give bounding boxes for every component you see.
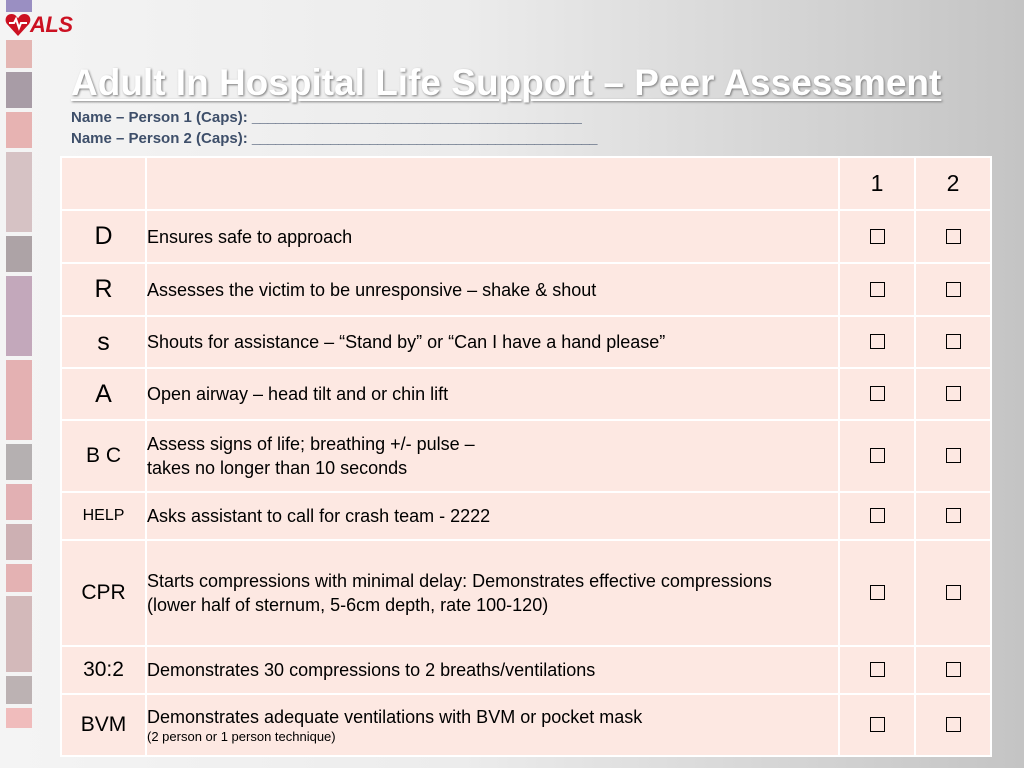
description-text: Assess signs of life; breathing +/- pulse – bbox=[147, 434, 475, 454]
step-code: HELP bbox=[61, 492, 146, 540]
name-label: Name – Person 1 (Caps): bbox=[71, 109, 248, 126]
checkbox-person-2[interactable] bbox=[946, 717, 961, 732]
checkbox-person-1[interactable] bbox=[870, 334, 885, 349]
heart-icon bbox=[4, 11, 32, 39]
table-row bbox=[61, 368, 991, 420]
table-row bbox=[61, 540, 991, 646]
checkbox-person-2[interactable] bbox=[946, 448, 961, 463]
name-label: Name – Person 2 (Caps): bbox=[71, 130, 248, 147]
step-description bbox=[146, 420, 839, 492]
als-logo bbox=[4, 10, 73, 40]
checkbox-person-1[interactable] bbox=[870, 386, 885, 401]
header-person-2: 2 bbox=[915, 157, 991, 210]
description-text: Asks assistant to call for crash team - 2222 bbox=[147, 506, 491, 526]
step-code: CPR bbox=[61, 540, 146, 646]
assessment-table bbox=[60, 156, 992, 757]
step-code: 30:2 bbox=[61, 646, 146, 694]
step-description bbox=[146, 694, 839, 756]
checkbox-person-2[interactable] bbox=[946, 386, 961, 401]
header-cell-empty bbox=[146, 157, 839, 210]
logo-text: ALS bbox=[30, 12, 73, 37]
step-code: BVM bbox=[61, 694, 146, 756]
header-person-1: 1 bbox=[839, 157, 915, 210]
checkbox-person-1[interactable] bbox=[870, 585, 885, 600]
description-text: Open airway – head tilt and or chin lift bbox=[147, 384, 449, 404]
page-title: Adult In Hospital Life Support – Peer Assessment bbox=[71, 62, 942, 103]
decorative-color-strip bbox=[6, 0, 32, 768]
step-code: s bbox=[61, 316, 146, 368]
table-row bbox=[61, 646, 991, 694]
step-code: D bbox=[61, 210, 146, 263]
table-header-row bbox=[61, 157, 991, 210]
step-description bbox=[146, 210, 839, 263]
table-row bbox=[61, 492, 991, 540]
checkbox-person-2[interactable] bbox=[946, 508, 961, 523]
description-text: Ensures safe to approach bbox=[147, 226, 353, 247]
description-text-line-2: (lower half of sternum, 5-6cm depth, rate 100-120) bbox=[147, 595, 549, 615]
checkbox-person-1[interactable] bbox=[870, 229, 885, 244]
description-text: Starts compressions with minimal delay: Demonstrates effective compressions bbox=[147, 571, 772, 591]
checkbox-person-2[interactable] bbox=[946, 229, 961, 244]
header-cell-empty bbox=[61, 157, 146, 210]
checkbox-person-2[interactable] bbox=[946, 334, 961, 349]
table-row bbox=[61, 210, 991, 263]
step-description bbox=[146, 316, 839, 368]
name-field-person-1 bbox=[71, 109, 581, 126]
checkbox-person-1[interactable] bbox=[870, 282, 885, 297]
name-blank: ____________________________________________ bbox=[251, 130, 597, 147]
step-description bbox=[146, 368, 839, 420]
name-field-person-2 bbox=[71, 130, 597, 147]
description-note: (2 person or 1 person technique) bbox=[147, 729, 336, 744]
table-row bbox=[61, 420, 991, 492]
description-text: Assesses the victim to be unresponsive – shake & shout bbox=[147, 279, 597, 300]
checkbox-person-2[interactable] bbox=[946, 662, 961, 677]
checkbox-person-1[interactable] bbox=[870, 508, 885, 523]
step-description bbox=[146, 263, 839, 316]
step-code: R bbox=[61, 263, 146, 316]
table-row bbox=[61, 316, 991, 368]
table-row bbox=[61, 263, 991, 316]
checkbox-person-1[interactable] bbox=[870, 662, 885, 677]
checkbox-person-2[interactable] bbox=[946, 282, 961, 297]
checkbox-person-1[interactable] bbox=[870, 717, 885, 732]
step-code: B C bbox=[61, 420, 146, 492]
description-text-line-2: takes no longer than 10 seconds bbox=[147, 458, 408, 478]
description-text: Shouts for assistance – “Stand by” or “Can I have a hand please” bbox=[147, 332, 666, 352]
table-row bbox=[61, 694, 991, 756]
description-text: Demonstrates adequate ventilations with BVM or pocket mask bbox=[147, 707, 643, 727]
description-text: Demonstrates 30 compressions to 2 breaths/ventilations bbox=[147, 660, 596, 680]
step-code: A bbox=[61, 368, 146, 420]
checkbox-person-2[interactable] bbox=[946, 585, 961, 600]
checkbox-person-1[interactable] bbox=[870, 448, 885, 463]
step-description bbox=[146, 540, 839, 646]
step-description bbox=[146, 646, 839, 694]
step-description bbox=[146, 492, 839, 540]
name-blank: __________________________________________ bbox=[251, 109, 582, 126]
